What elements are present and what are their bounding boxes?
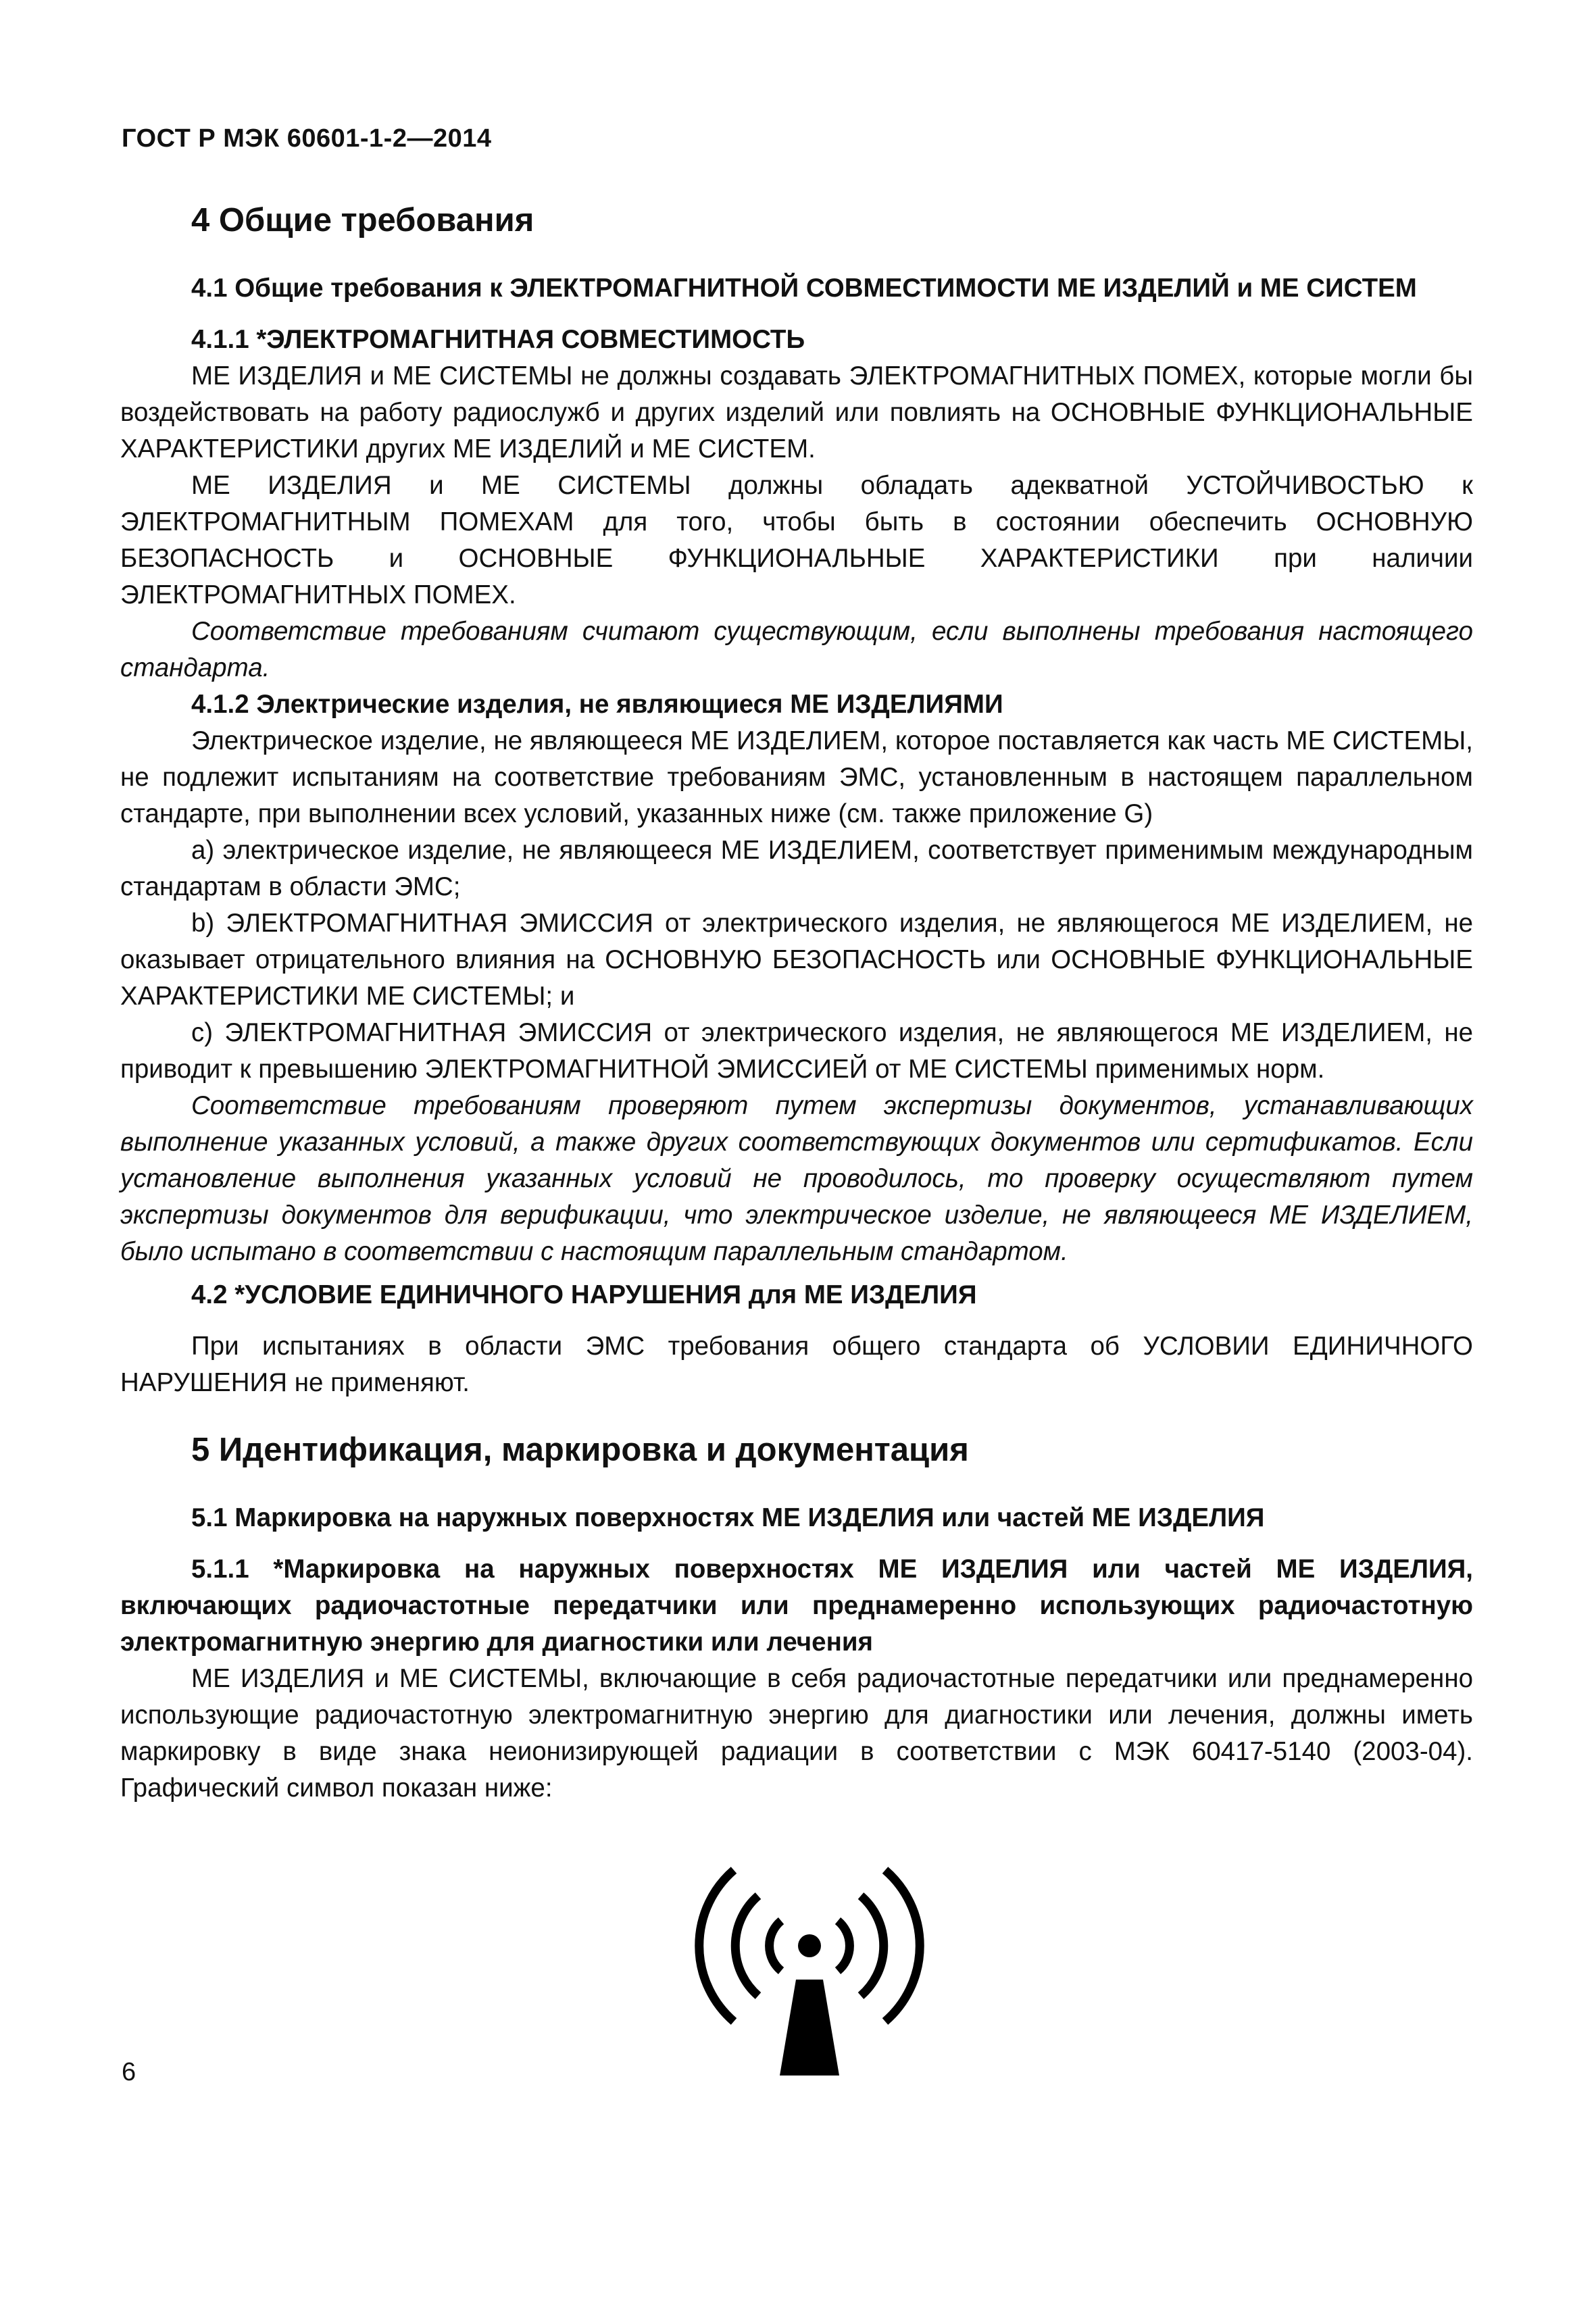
section-4-2-paragraph-1: При испытаниях в области ЭМС требования общего стандарта об УСЛОВИИ ЕДИНИЧНОГО НАРУШЕНИЯ не применяют. [120, 1332, 1473, 1397]
section-5-1-title: 5.1 Маркировка на наружных поверхностях МЕ ИЗДЕЛИЯ или частей МЕ ИЗДЕЛИЯ [191, 1503, 1265, 1532]
section-4-1-1-compliance-note: Соответствие требованиям считают существующим, если выполнены требования настоящего стандарта. [120, 617, 1473, 682]
section-4-1-2-item-a: a) электрическое изделие, не являющееся МЕ ИЗДЕЛИЕМ, соответствует применимым международным стандартам в области ЭМС; [120, 836, 1473, 901]
document-body [120, 200, 1473, 1807]
section-4-1-2-title: 4.1.2 Электрические изделия, не являющиеся МЕ ИЗДЕЛИЯМИ [191, 690, 1003, 719]
page-number: 6 [122, 2058, 136, 2086]
section-4-title: 4 Общие требования [191, 202, 534, 238]
section-4-1-2-compliance-note: Соответствие требованиям проверяют путем экспертизы документов, устанавливающих выполнение указанных условий, а также других соответствующих документов или сертификатов. Если установление выполнения указанных условий не проводилось, то проверку осуществляют путем экспертизы документов для верификации, что электрическое изделие, не являющееся МЕ ИЗДЕЛИЕМ, было испытано в соответствии с настоящим параллельным стандартом. [120, 1091, 1473, 1266]
section-5-1-1-title: 5.1.1 *Маркировка на наружных поверхностях МЕ ИЗДЕЛИЯ или частей МЕ ИЗДЕЛИЯ, включающих радиочастотные передатчики или преднамеренно использующих радиочастотную электромагнитную энергию для диагностики или лечения [120, 1555, 1473, 1657]
section-5-title: 5 Идентификация, маркировка и документация [191, 1432, 969, 1468]
section-4-1-2-item-b: b) ЭЛЕКТРОМАГНИТНАЯ ЭМИССИЯ от электрического изделия, не являющегося МЕ ИЗДЕЛИЕМ, не оказывает отрицательного влияния на ОСНОВНУЮ БЕЗОПАСНОСТЬ или ОСНОВНЫЕ ФУНКЦИОНАЛЬНЫЕ ХАРАКТЕРИСТИКИ МЕ СИСТЕМЫ; и [120, 909, 1473, 1011]
section-4-1-1-paragraph-2: МЕ ИЗДЕЛИЯ и МЕ СИСТЕМЫ должны обладать адекватной УСТОЙЧИВОСТЬЮ к ЭЛЕКТРОМАГНИТНЫМ ПОМЕХАМ для того, чтобы быть в состоянии обеспечить ОСНОВНУЮ БЕЗОПАСНОСТЬ и ОСНОВНЫЕ ФУНКЦИОНАЛЬНЫЕ ХАРАКТЕРИСТИКИ при наличии ЭЛЕКТРОМАГНИТНЫХ ПОМЕХ. [120, 471, 1473, 609]
section-4-2-title: 4.2 *УСЛОВИЕ ЕДИНИЧНОГО НАРУШЕНИЯ для МЕ ИЗДЕЛИЯ [191, 1280, 977, 1309]
section-4-1-2-paragraph-1: Электрическое изделие, не являющееся МЕ ИЗДЕЛИЕМ, которое поставляется как часть МЕ СИСТЕМЫ, не подлежит испытаниям на соответствие требованиям ЭМС, установленным в настоящем параллельном стандарте, при выполнении всех условий, указанных ниже (см. также приложение G) [120, 726, 1473, 828]
non-ionizing-radiation-icon [695, 1851, 924, 2081]
section-5-1-1-paragraph-1: МЕ ИЗДЕЛИЯ и МЕ СИСТЕМЫ, включающие в себя радиочастотные передатчики или преднамеренно использующие радиочастотную электромагнитную энергию для диагностики или лечения, должны иметь маркировку в виде знака неионизирующей радиации в соответствии с МЭК 60417-5140 (2003-04). Графический символ показан ниже: [120, 1664, 1473, 1803]
section-4-1-1-paragraph-1: МЕ ИЗДЕЛИЯ и МЕ СИСТЕМЫ не должны создавать ЭЛЕКТРОМАГНИТНЫХ ПОМЕХ, которые могли бы воздействовать на работу радиослужб и других изделий или повлиять на ОСНОВНЫЕ ФУНКЦИОНАЛЬНЫЕ ХАРАКТЕРИСТИКИ других МЕ ИЗДЕЛИЙ и МЕ СИСТЕМ. [120, 361, 1473, 463]
section-4-1-title: 4.1 Общие требования к ЭЛЕКТРОМАГНИТНОЙ СОВМЕСТИМОСТИ МЕ ИЗДЕЛИЙ и МЕ СИСТЕМ [191, 274, 1417, 303]
section-4-1-1-title: 4.1.1 *ЭЛЕКТРОМАГНИТНАЯ СОВМЕСТИМОСТЬ [191, 325, 805, 354]
section-4-1-2-item-c: c) ЭЛЕКТРОМАГНИТНАЯ ЭМИССИЯ от электрического изделия, не являющегося МЕ ИЗДЕЛИЕМ, не приводит к превышению ЭЛЕКТРОМАГНИТНОЙ ЭМИССИЕЙ от МЕ СИСТЕМЫ применимых норм. [120, 1018, 1473, 1084]
document-header: ГОСТ Р МЭК 60601-1-2—2014 [122, 124, 492, 153]
